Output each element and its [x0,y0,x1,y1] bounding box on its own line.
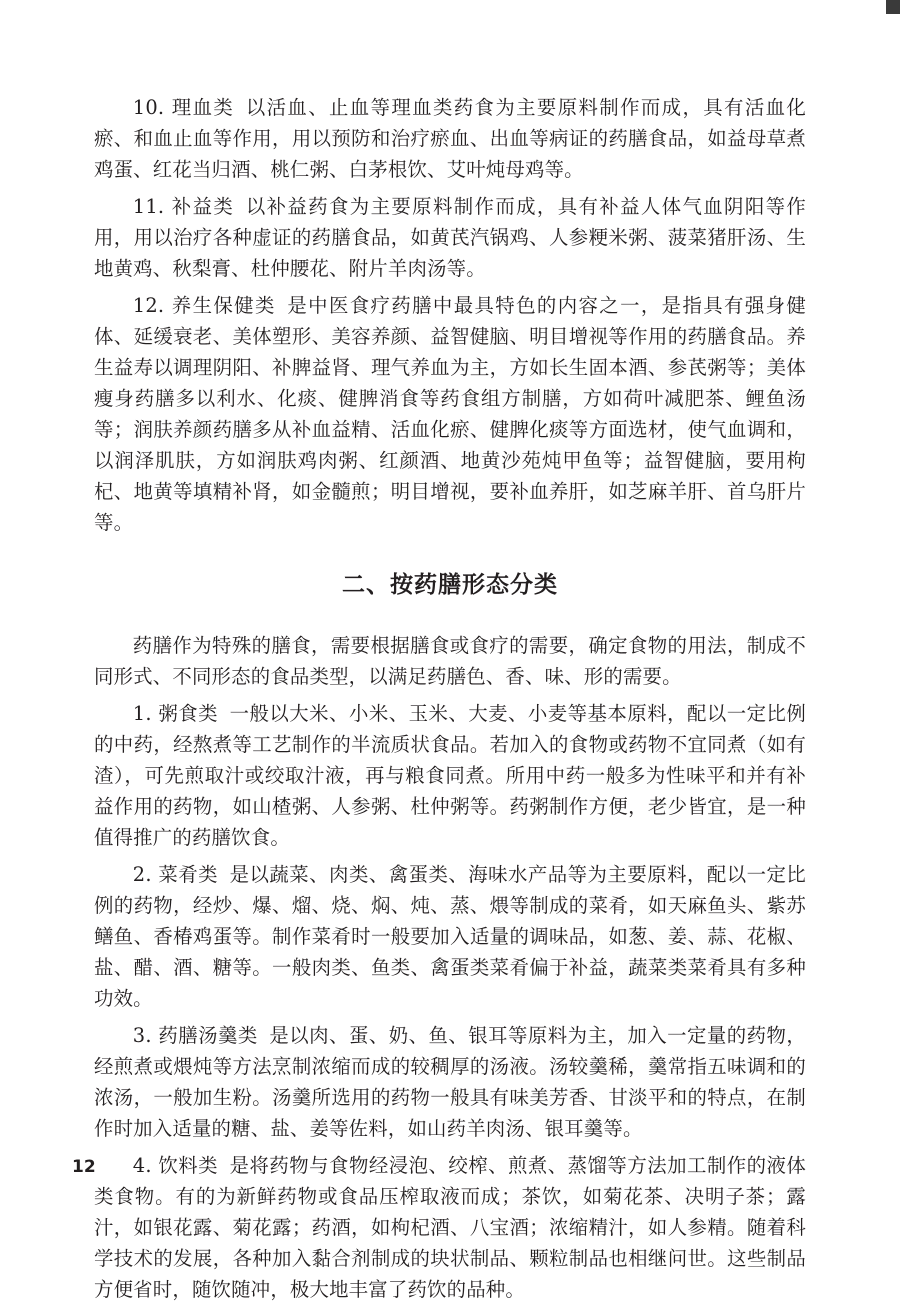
paragraph-item-10 [94,92,806,185]
item-body: 一般以大米、小米、玉米、大麦、小麦等基本原料，配以一定比例的中药，经熬煮等工艺制作的半流质状食品。若加入的食物或药物不宜同煮（如有渣），可先煎取汁或绞取汁液，再与粮食同煮。所用中药一般多为性味平和并有补益作用的药物，如山楂粥、人参粥、杜仲粥等。药粥制作方便，老少皆宜，是一种值得推广的药膳饮食。 [94,702,806,849]
item-body: 是以肉、蛋、奶、鱼、银耳等原料为主，加入一定量的药物，经煎煮或煨炖等方法烹制浓缩而成的较稠厚的汤液。汤较羹稀，羹常指五味调和的浓汤，一般加生粉。汤羹所选用的药物一般具有味美芳香、甘淡平和的特点，在制作时加入适量的糖、盐、姜等佐料，如山药羊肉汤、银耳羹等。 [94,1024,806,1140]
item-body: 是将药物与食物经浸泡、绞榨、煎煮、蒸馏等方法加工制作的液体类食物。有的为新鲜药物或食品压榨取液而成；茶饮，如菊花茶、决明子茶；露汁，如银花露、菊花露；药酒，如枸杞酒、八宝酒；浓缩精汁，如人参精。随着科学技术的发展，各种加入黏合剂制成的块状制品、颗粒制品也相继问世。这些制品方便省时，随饮随冲，极大地丰富了药饮的品种。 [94,1154,806,1301]
paragraph-item-1 [94,698,806,853]
paragraph-item-2 [94,859,806,1014]
item-heading: 12. 养生保健类 [132,294,276,317]
section-intro: 药膳作为特殊的膳食，需要根据膳食或食疗的需要，确定食物的用法，制成不同形式、不同形态的食品类型，以满足药膳色、香、味、形的需要。 [94,634,806,688]
corner-mark [886,0,900,14]
item-heading: 4. 饮料类 [132,1154,219,1177]
item-body: 是中医食疗药膳中最具特色的内容之一，是指具有强身健体、延缓衰老、美体塑形、美容养颜、益智健脑、明目增视等作用的药膳食品。养生益寿以调理阴阳、补脾益肾、理气养血为主，方如长生固本酒、参芪粥等；美体瘦身药膳多以利水、化痰、健脾消食等药食组方制膳，方如荷叶减肥茶、鲤鱼汤等；润肤养颜药膳多从补血益精、活血化瘀、健脾化痰等方面选材，使气血调和，以润泽肌肤，方如润肤鸡肉粥、红颜酒、地黄沙苑炖甲鱼等；益智健脑，要用枸杞、地黄等填精补肾，如金髓煎；明目增视，要补血养肝，如芝麻羊肝、首乌肝片等。 [94,294,806,534]
item-heading: 2. 菜肴类 [132,863,219,886]
item-heading: 1. 粥食类 [132,702,219,725]
item-body: 以活血、止血等理血类药食为主要原料制作而成，具有活血化瘀、和血止血等作用，用以预防和治疗瘀血、出血等病证的药膳食品，如益母草煮鸡蛋、红花当归酒、桃仁粥、白茅根饮、艾叶炖母鸡等。 [94,96,806,181]
paragraph-item-12 [94,290,806,538]
item-heading: 10. 理血类 [132,96,235,119]
paragraph-item-3 [94,1020,806,1144]
page-body [94,92,806,1311]
paragraph-item-4 [94,1150,806,1305]
section-heading: 二、按药膳形态分类 [342,572,558,598]
item-body: 以补益药食为主要原料制作而成，具有补益人体气血阴阳等作用，用以治疗各种虚证的药膳食品，如黄芪汽锅鸡、人参粳米粥、菠菜猪肝汤、生地黄鸡、秋梨膏、杜仲腰花、附片羊肉汤等。 [94,195,806,280]
item-body: 是以蔬菜、肉类、禽蛋类、海味水产品等为主要原料，配以一定比例的药物，经炒、爆、熘、烧、焖、炖、蒸、煨等制成的菜肴，如天麻鱼头、紫苏鳝鱼、香椿鸡蛋等。制作菜肴时一般要加入适量的调味品，如葱、姜、蒜、花椒、盐、醋、酒、糖等。一般肉类、鱼类、禽蛋类菜肴偏于补益，蔬菜类菜肴具有多种功效。 [94,863,806,1010]
paragraph-item-11 [94,191,806,284]
page-number: 12 [72,1157,96,1177]
item-heading: 11. 补益类 [132,195,235,218]
item-heading: 3. 药膳汤羹类 [132,1024,258,1047]
